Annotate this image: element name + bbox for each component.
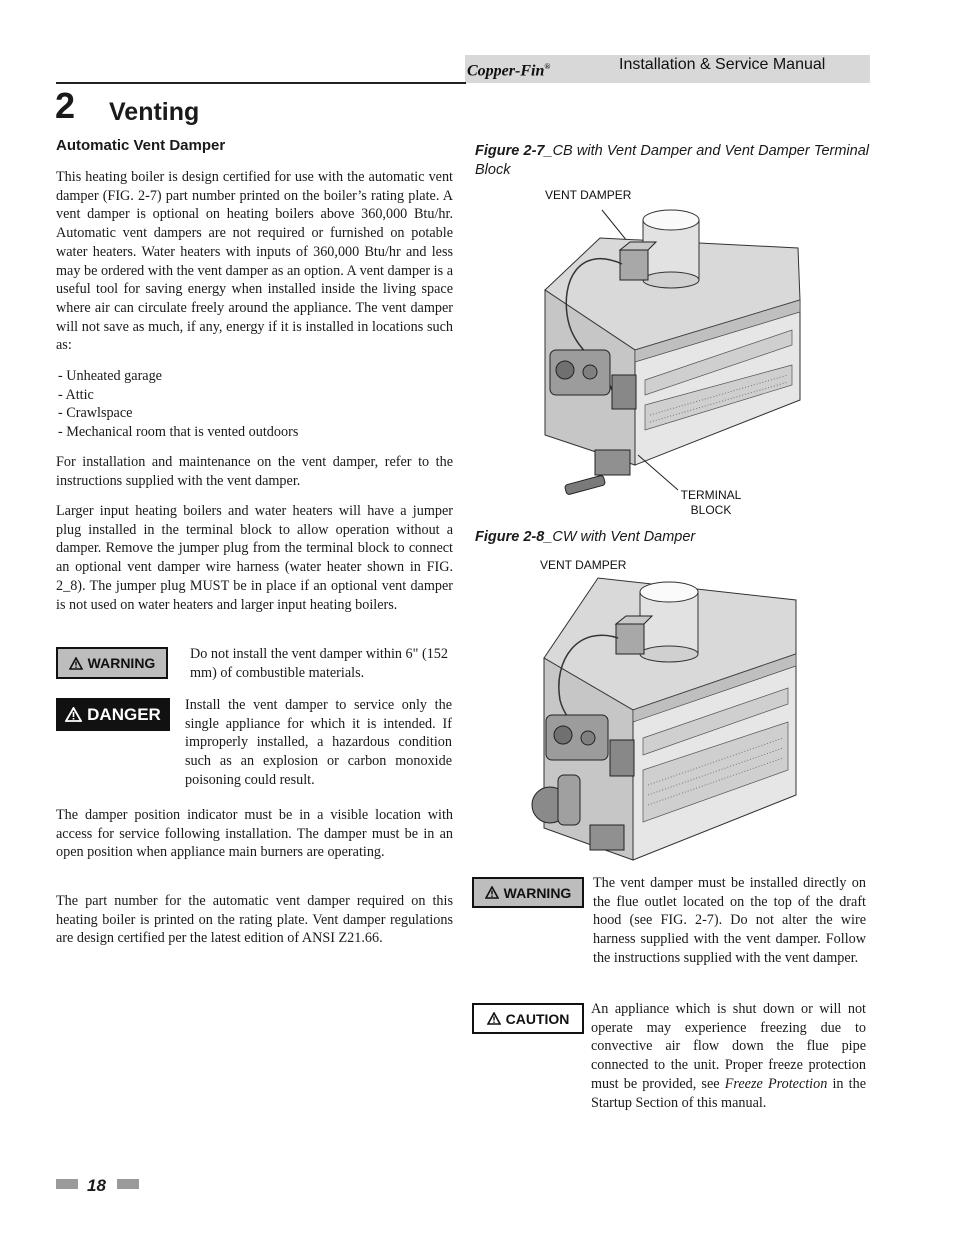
location-list <box>58 367 448 442</box>
warning-triangle-icon <box>485 886 499 899</box>
callout-terminal-block: TERMINAL BLOCK <box>680 488 742 517</box>
warning-text: The vent damper must be installed directly on the flue outlet located on the top of the draft hood (see FIG. 2-7). Do not alter the wire harness supplied with the vent damper. Follow the instructions supplied with the vent damper. <box>593 875 866 966</box>
warning-label: WARNING <box>56 647 168 679</box>
list-item: - Mechanical room that is vented outdoors <box>58 424 299 441</box>
header-rule <box>56 82 466 84</box>
list-item: - Crawlspace <box>58 405 133 422</box>
chapter-number: 2 <box>55 85 76 126</box>
brand-logo: Copper-Fin® <box>467 62 551 80</box>
callout-vent-damper: VENT DAMPER <box>545 188 632 202</box>
paragraph-part-number: The part number for the automatic vent damper required on this heating boiler is printed on the rating plate. Vent damper regulations are design certified per the latest edition of ANSI Z21.66. <box>56 893 453 947</box>
warning-label: WARNING <box>472 877 584 908</box>
figure-2-8-water-heater-illustration <box>528 570 808 865</box>
warning-triangle-icon <box>65 707 82 722</box>
chapter-title: Venting <box>109 98 200 126</box>
paragraph-intro: This heating boiler is design certified for use with the automatic vent damper (FIG. 2-7) part number printed on the boiler’s rating plate. A vent damper is optional on heating boilers above 360,000 Btu/hr. Automatic vent dampers are not required or furnished on potable water heaters. Water heaters with inputs of 360,000 Btu/hr and less may be ordered with the vent damper as an option. A vent damper is a useful tool for saving energy when installed inside the living space where air can circulate freely around the appliance. The vent damper will not save as much, if any, energy if it is installed in locations such as: <box>56 169 453 354</box>
footer-bar-right <box>117 1179 139 1189</box>
figure-2-7-caption: Figure 2-7_CB with Vent Damper and Vent Damper Terminal Block <box>475 143 869 178</box>
paragraph-position-indicator: The damper position indicator must be in a visible location with access for service following installation. The damper must be in an open position when appliance main burners are operating. <box>56 807 453 861</box>
figure-2-7-boiler-illustration <box>540 200 810 500</box>
list-item: - Unheated garage <box>58 368 162 384</box>
warning-triangle-icon <box>487 1012 501 1025</box>
warning-triangle-icon <box>69 657 83 670</box>
figure-2-8-caption: Figure 2-8_CW with Vent Damper <box>475 529 696 545</box>
manual-title: Installation & Service Manual <box>619 56 826 73</box>
paragraph-jumper-plug: Larger input heating boilers and water heaters will have a jumper plug installed in the terminal block to allow operation without a damper. Remove the jumper plug from the terminal block to connect an optional vent damper wire harness (water heater shown in FIG. 2_8). The jumper plug MUST be in place if an optional vent damper is not used on water heaters and larger input heating boilers. <box>56 503 453 613</box>
footer-bar-left <box>56 1179 78 1189</box>
callout-vent-damper: VENT DAMPER <box>540 558 627 572</box>
list-item: - Attic <box>58 386 94 403</box>
caution-text: An appliance which is shut down or will not operate may experience freezing due to convective air flow down the flue pipe connected to the unit. Proper freeze protection must be provided, see Freeze Protection in the Startup Section of this manual. <box>591 1001 866 1111</box>
caution-label: CAUTION <box>472 1003 584 1034</box>
section-title: Automatic Vent Damper <box>56 137 226 154</box>
warning-text: Do not install the vent damper within 6" (152 mm) of combustible materials. <box>190 646 448 681</box>
danger-text: Install the vent damper to service only the single appliance for which it is intended. If improperly installed, a hazardous condition such as an explosion or carbon monoxide poisoning could result. <box>185 697 452 788</box>
danger-label: DANGER <box>56 698 170 731</box>
page-number: 18 <box>87 1176 106 1195</box>
paragraph-maintenance: For installation and maintenance on the vent damper, refer to the instructions supplied with the vent damper. <box>56 454 453 489</box>
